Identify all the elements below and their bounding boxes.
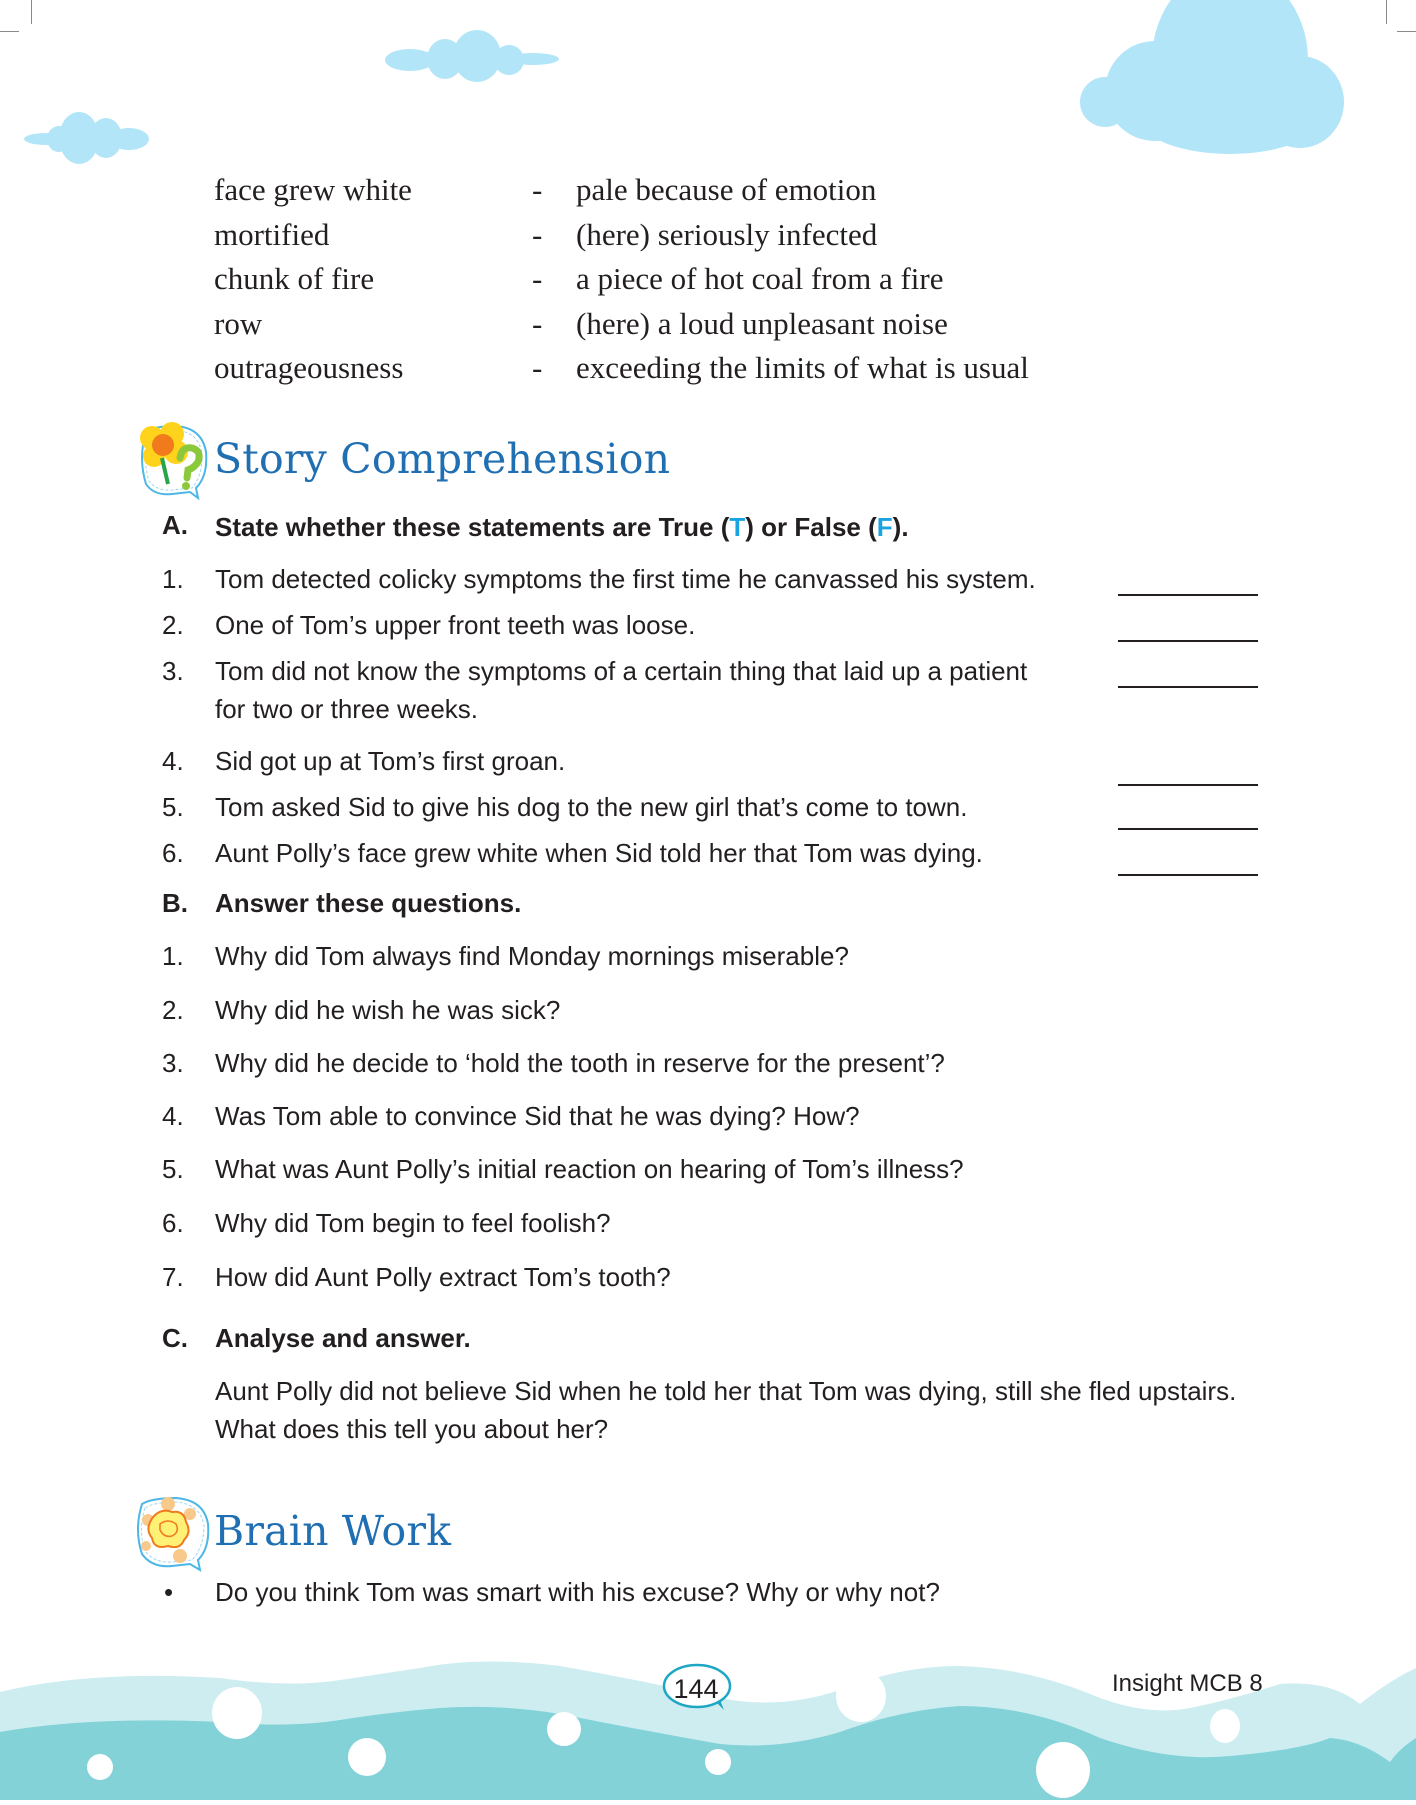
item-number: 3. [162,1048,184,1078]
answer-blank[interactable] [1118,784,1258,786]
book-title: Insight MCB 8 [1112,1670,1263,1697]
glossary-row [214,213,1214,258]
glossary-row [214,257,1214,302]
answer-blank[interactable] [1118,640,1258,642]
cloud-decoration [1080,0,1350,155]
answer-blank[interactable] [1118,594,1258,596]
crop-mark [0,31,19,32]
item-text: Why did he wish he was sick? [215,995,561,1025]
page-number: 144 [673,1674,719,1704]
crop-mark [1397,31,1416,32]
item-number: 5. [162,792,184,822]
glossary-separator: - [532,350,543,385]
item-text: One of Tom’s upper front teeth was loose. [215,610,696,640]
glossary-row [214,346,1214,391]
glossary-definition: (here) a loud unpleasant noise [576,305,948,341]
item-text: Was Tom able to convince Sid that he was dying? How? [215,1101,860,1131]
item-text: Tom asked Sid to give his dog to the new girl that’s come to town. [215,792,968,822]
item-number: 4. [162,746,184,776]
glossary-row [214,168,1214,213]
glossary-separator: - [532,305,543,341]
answer-blank[interactable] [1118,686,1258,688]
item-number: 5. [162,1154,184,1184]
section-letter: A. [162,510,188,540]
instruction-text: Answer these questions. [215,888,522,918]
item-text: Do you think Tom was smart with his excuse? Why or why not? [215,1577,940,1607]
item-number: 6. [162,838,184,868]
glossary-definition: pale because of emotion [576,172,877,207]
item-text: Sid got up at Tom’s first groan. [215,746,566,776]
crop-mark [31,0,32,24]
cloud-decoration [385,30,560,88]
brain-burst-icon [132,1490,214,1572]
section-title: Brain Work [214,1507,452,1555]
section-title: Story Comprehension [214,435,671,483]
glossary-term: outrageousness [214,350,404,385]
answer-blank[interactable] [1118,874,1258,876]
item-number: 6. [162,1208,184,1238]
instruction-text [215,510,1095,544]
glossary-separator: - [532,216,543,252]
bullet-glyph: • [164,1577,174,1607]
true-letter: T [729,512,746,542]
instruction-text: Analyse and answer. [215,1323,471,1353]
item-text: Why did Tom begin to feel foolish? [215,1208,611,1238]
glossary-definition: exceeding the limits of what is usual [576,350,1029,385]
brain-work-heading [132,1490,451,1572]
item-text: Why did Tom always find Monday mornings miserable? [215,941,849,971]
false-letter: F [876,512,893,542]
instruction-part: ) or False ( [745,512,877,542]
glossary-row [214,302,1214,347]
glossary-separator: - [532,261,543,296]
glossary-term: mortified [214,216,330,252]
glossary-term: face grew white [214,172,412,207]
glossary-term: chunk of fire [214,261,375,296]
instruction-part: State whether these statements are True ( [215,512,730,542]
item-number: 1. [162,564,184,594]
flower-question-icon [132,418,214,500]
item-text: How did Aunt Polly extract Tom’s tooth? [215,1262,671,1292]
item-text: Tom detected colicky symptoms the first time he canvassed his system. [215,564,1036,594]
item-number: 3. [162,656,184,686]
answer-blank[interactable] [1118,828,1258,830]
item-text: Aunt Polly’s face grew white when Sid told her that Tom was dying. [215,838,983,868]
item-text: What was Aunt Polly’s initial reaction on hearing of Tom’s illness? [215,1154,964,1184]
crop-mark [1386,0,1387,24]
glossary-term: row [214,305,263,341]
item-number: 1. [162,941,184,971]
instruction-part: ). [892,512,909,542]
glossary-separator: - [532,172,543,207]
item-text: Aunt Polly did not believe Sid when he told her that Tom was dying, still she fled upstairs. What does this tell you about her? [215,1376,1237,1444]
section-letter: B. [162,888,188,918]
glossary [214,168,1214,391]
item-number: 2. [162,995,184,1025]
item-number: 4. [162,1101,184,1131]
item-number: 7. [162,1262,184,1292]
item-text: Tom did not know the symptoms of a certain thing that laid up a patient for two or three weeks. [215,656,1028,724]
item-number: 2. [162,610,184,640]
cloud-decoration [24,112,149,168]
glossary-definition: a piece of hot coal from a fire [576,261,944,296]
section-letter: C. [162,1323,188,1353]
glossary-definition: (here) seriously infected [576,216,878,252]
item-text: Why did he decide to ‘hold the tooth in reserve for the present’? [215,1048,945,1078]
story-comprehension-heading [132,418,670,500]
